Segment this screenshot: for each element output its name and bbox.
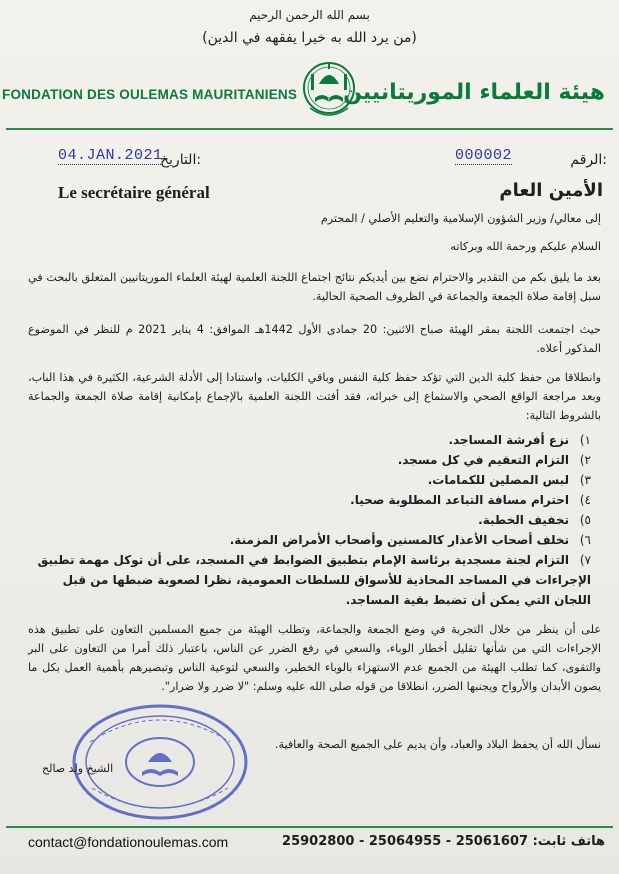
title-french: Le secrétaire général — [58, 183, 210, 202]
paragraph-basis: وانطلاقا من حفظ كلية الدين التي تؤكد حفظ كلية النفس وباقي الكليات، واستنادا إلى الأدلة الشرعية، الكثيرة في هذا الباب، وبعد مراجعة الواقع الصحي والاستماع إلى خبرائه، فقد أفتت اللجنة العلمية بالإجماع بإمكانية إقامة صلاة الجمعة والجماعة بالشروط التالية: — [28, 371, 601, 422]
organization-name-arabic: هيئة العلماء الموريتانيين — [343, 80, 605, 105]
organization-name-french: FONDATION DES OULEMAS MAURITANIENS — [2, 87, 298, 102]
reference-label: :الرقم — [570, 152, 607, 168]
basmala: بسم الله الرحمن الرحيم — [249, 8, 370, 22]
date-value: 04.JAN.2021 — [58, 147, 163, 164]
condition-item: ٦)تخلف أصحاب الأعذار كالمسنين وأصحاب الأمراض المزمنة. — [229, 533, 591, 547]
greeting-line: السلام عليكم ورحمة الله وبركاته — [450, 240, 601, 253]
hadith-line: (من يرد الله به خيرا يفقهه في الدين) — [202, 30, 417, 46]
condition-item: ٣)لبس المصلين للكمامات. — [427, 473, 591, 487]
phone-numbers: هاتف ثابت: 25061607 - 25064955 - 25902800 — [282, 834, 605, 849]
addressee-line: إلى معالي/ وزير الشؤون الإسلامية والتعليم الأصلي / المحترم — [320, 212, 601, 225]
condition-item: ٤)احترام مسافة التباعد المطلوبة صحيا. — [350, 493, 591, 507]
signatory-name: الشيخ ولد صالح — [42, 762, 114, 775]
closing-line: نسأل الله أن يحفظ البلاد والعباد، وأن يديم على الجميع الصحة والعافية. — [274, 738, 601, 751]
condition-item: ٢)التزام التعقيم في كل مسجد. — [397, 453, 591, 467]
date-label: :التاريخ — [160, 152, 202, 168]
contact-email-link[interactable]: contact@fondationoulemas.com — [28, 834, 229, 850]
paragraph-intro: بعد ما يليق بكم من التقدير والاحترام نضع بين أيديكم نتائج اجتماع اللجنة العلمية لهيئة العلماء الموريتانيين المتعلق بالبحث في سبل إقامة صلاة الجمعة والجماعة في الظروف الصحية الحالية. — [28, 271, 601, 303]
conditions-list — [24, 430, 591, 610]
header-divider — [6, 128, 613, 130]
condition-item: ٧)التزام لجنة مسجدية برئاسة الإمام بتطبيق الضوابط في المسجد، على أن توكل مهمة تطبيق الإجراءات في المساجد المحاذية للأسواق للسلطات العمومية، نظرا لصعوبة ضبطها من قبل اللجان التي يمكن أن تضبط بقية المساجد. — [37, 553, 591, 607]
paragraph-call: على أن ينظر من خلال التجربة في وضع الجمعة والجماعة، وتطلب الهيئة من جميع المسلمين التعاون على تطبيق هذه الإجراءات التي من شأنها تقليل أخطار الوباء، والسعي في رفع الضرر عن الناس، باعتبار ذلك أمرا من التعاون على البر والتقوى، كما تطلب الهيئة من الجميع عدم الاستهزاء بالوباء الخطير، والسعي لتوعية الناس وتبصيرهم بأهمية العمل بكل ما يصون الأبدان والأرواح ويجنبها الضرر، انطلاقا من قوله صلى الله عليه وسلم: "لا ضرر ولا ضرار". — [28, 623, 601, 693]
title-arabic: الأمين العام — [499, 180, 603, 201]
condition-item: ١)نزع أفرشة المساجد. — [448, 433, 591, 447]
paragraph-meeting: حيث اجتمعت اللجنة بمقر الهيئة صباح الاثنين: 20 جمادى الأول 1442هـ الموافق: 4 يناير 2021 م للنظر في الموضوع المذكور أعلاه. — [28, 323, 601, 355]
footer-divider — [6, 826, 613, 828]
condition-item: ٥)تخفيف الخطبة. — [478, 513, 591, 527]
reference-number: 000002 — [455, 147, 513, 164]
